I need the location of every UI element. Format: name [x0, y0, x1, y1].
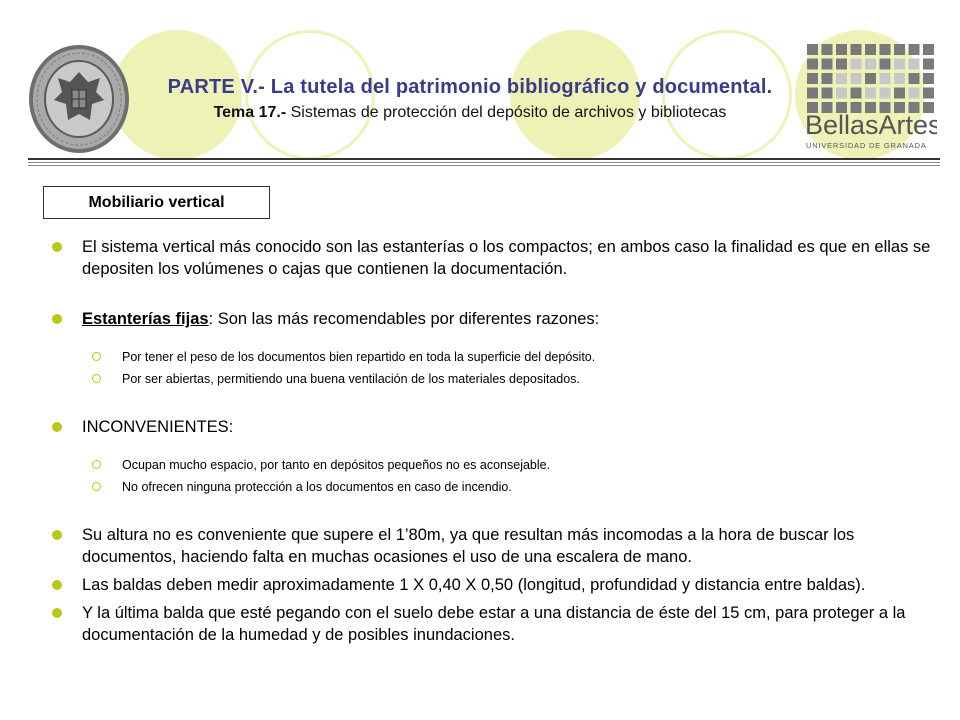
list-item: [52, 524, 932, 568]
list-item: [52, 602, 932, 646]
header-divider: [28, 158, 940, 160]
sub-item-text: Por ser abiertas, permitiendo una buena ventilación de los materiales depositados.: [122, 372, 580, 386]
sub-item-text: No ofrecen ninguna protección a los documentos en caso de incendio.: [122, 480, 512, 494]
content-body: [52, 236, 932, 646]
bullet-icon: [52, 530, 62, 540]
sub-bullet-icon: [92, 374, 101, 383]
sub-list-item: [52, 454, 932, 476]
sub-item-text: Ocupan mucho espacio, por tanto en depósitos pequeños no es aconsejable.: [122, 458, 551, 472]
list-item: [52, 574, 932, 596]
bullet-icon: [52, 422, 62, 432]
bullet-icon: [52, 242, 62, 252]
sub-item-text: Por tener el peso de los documentos bien repartido en toda la superficie del depósito.: [122, 350, 596, 364]
paragraph-text: Su altura no es conveniente que supere el 1’80m, ya que resultan más incomodas a la hora de buscar los documentos, haciendo falta en muchas ocasiones el uso de una escalera de mano.: [82, 526, 855, 566]
subtitle-text: Sistemas de protección del depósito de archivos y bibliotecas: [286, 104, 727, 121]
logo-text: BellasArtes: [805, 110, 937, 140]
subtitle-prefix: Tema 17.-: [213, 104, 287, 121]
paragraph-text: El sistema vertical más conocido son las estanterías o los compactos; en ambos caso la finalidad es que en ellas se depositen los volúmenes o cajas que contienen la documentación.: [82, 238, 931, 278]
bullet-icon: [52, 314, 62, 324]
sub-list-item: [52, 368, 932, 390]
logo-subtext: UNIVERSIDAD DE GRANADA: [806, 141, 927, 150]
paragraph-text: : Son las más recomendables por diferentes razones:: [208, 310, 600, 328]
sub-bullet-icon: [92, 460, 101, 469]
bullet-icon: [52, 608, 62, 618]
page-title: PARTE V.- La tutela del patrimonio bibliográfico y documental.: [167, 76, 773, 98]
sub-bullet-icon: [92, 352, 101, 361]
list-item: [52, 236, 932, 280]
header-divider-thin: [28, 162, 940, 163]
term-estanterias-fijas: Estanterías fijas: [82, 310, 209, 328]
paragraph-text: INCONVENIENTES:: [82, 418, 234, 436]
university-seal-icon: [28, 44, 130, 154]
list-item: [52, 308, 932, 330]
paragraph-text: Las baldas deben medir aproximadamente 1 X 0,40 X 0,50 (longitud, profundidad y distancia entre baldas).: [82, 576, 866, 594]
section-title: Mobiliario vertical: [43, 186, 270, 219]
sub-list-item: [52, 346, 932, 368]
paragraph-text: Y la última balda que esté pegando con el suelo debe estar a una distancia de éste del 15 cm, para proteger a la documentación de la humedad y de posibles inundaciones.: [82, 604, 906, 644]
page-subtitle: [0, 104, 940, 122]
header-divider-thin-2: [28, 165, 940, 166]
bullet-icon: [52, 580, 62, 590]
sub-bullet-icon: [92, 482, 101, 491]
list-item: [52, 416, 932, 438]
sub-list-item: [52, 476, 932, 498]
